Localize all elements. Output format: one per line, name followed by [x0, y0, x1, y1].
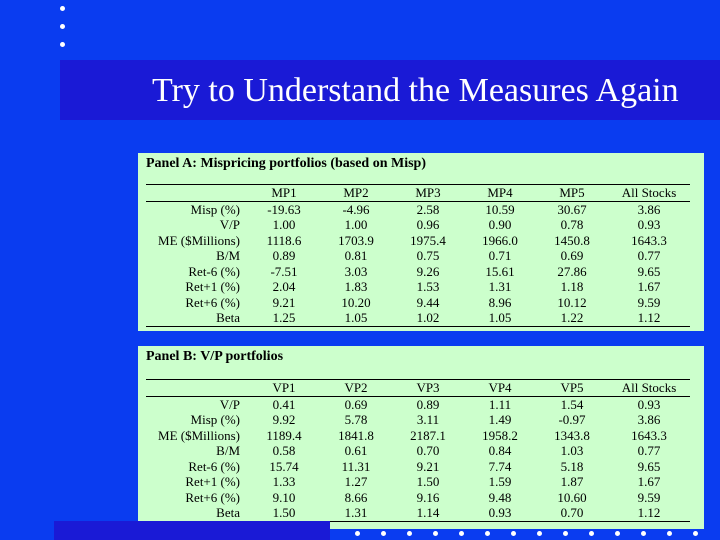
header-row [146, 185, 690, 202]
table-row [146, 233, 690, 249]
table-cell: 1.50 [248, 505, 320, 521]
row-label: Ret-6 (%) [188, 458, 240, 474]
column-header: MP4 [464, 185, 536, 202]
table-cell: -7.51 [270, 263, 298, 279]
table-cell: 11.31 [341, 458, 371, 474]
bullet-dot [407, 531, 412, 536]
table-cell: 1.54 [560, 396, 584, 412]
bullet-dot [615, 531, 620, 536]
table-row [146, 310, 690, 326]
table-cell: 0.69 [344, 396, 368, 412]
table-cell: 0.96 [416, 217, 440, 233]
table-cell: 9.10 [272, 489, 296, 505]
table-row [146, 505, 690, 521]
table-row [146, 412, 690, 428]
panel-b-rows [146, 396, 690, 521]
table-cell: -4.96 [342, 201, 370, 217]
row-label: Ret+6 (%) [185, 294, 240, 310]
column-header: VP2 [320, 380, 392, 397]
table-cell: 1.11 [488, 396, 512, 412]
row-label: B/M [216, 248, 240, 264]
table-cell: 0.93 [464, 505, 536, 521]
table-row [146, 279, 690, 295]
table-cell: 0.89 [272, 248, 296, 264]
table-cell: 1.00 [344, 217, 368, 233]
table-row [146, 474, 690, 490]
table-cell: 0.41 [272, 396, 296, 412]
table-cell: -19.63 [267, 201, 301, 217]
table-row [146, 264, 690, 280]
table-cell: 9.21 [272, 294, 296, 310]
table-row [146, 459, 690, 475]
table-cell: 1189.4 [266, 427, 302, 443]
table-row [146, 396, 690, 412]
table-cell: 0.77 [637, 248, 661, 264]
bottom-bar-decoration [54, 521, 330, 540]
table-cell: 1.00 [272, 217, 296, 233]
table-cell: 2.04 [272, 279, 296, 295]
table-cell: 27.86 [557, 263, 587, 279]
table-row [146, 248, 690, 264]
table-cell: 0.81 [344, 248, 368, 264]
table-cell: 0.58 [272, 443, 296, 459]
table-cell: 1118.6 [266, 232, 302, 248]
table-cell: 0.84 [488, 443, 512, 459]
table-cell: 0.90 [488, 217, 512, 233]
column-header: VP3 [392, 380, 464, 397]
table-cell: 30.67 [557, 201, 587, 217]
table-cell: 3.86 [637, 201, 661, 217]
table-cell: 8.66 [344, 489, 368, 505]
table-cell: 3.03 [344, 263, 368, 279]
bullet-dot [589, 531, 594, 536]
column-header: MP5 [536, 185, 608, 202]
table-cell: 1.49 [488, 412, 512, 428]
table-cell: 10.59 [485, 201, 515, 217]
table-cell: 1.02 [392, 310, 464, 326]
table-cell: 15.74 [269, 458, 299, 474]
table-cell: 1.31 [488, 279, 512, 295]
column-header: VP1 [248, 380, 320, 397]
column-header: VP5 [536, 380, 608, 397]
bullet-dot [485, 531, 490, 536]
table-cell: 1.12 [608, 310, 690, 326]
bullet-dot [459, 531, 464, 536]
table-cell: 5.18 [560, 458, 584, 474]
table-row [146, 443, 690, 459]
row-label: Ret+6 (%) [185, 489, 240, 505]
panel-b-table [146, 379, 690, 522]
bullet-dot [381, 531, 386, 536]
bullet-dot [60, 6, 65, 11]
bullet-dot [667, 531, 672, 536]
table-cell: 0.61 [344, 443, 368, 459]
bullet-dot [511, 531, 516, 536]
bullet-dots-decoration [60, 6, 68, 60]
table-cell: 1643.3 [631, 232, 667, 248]
row-label: Misp (%) [190, 201, 240, 217]
table-cell: -0.97 [558, 412, 586, 428]
table-cell: 1.25 [248, 310, 320, 326]
row-label: V/P [219, 396, 240, 412]
table-cell: 1.12 [608, 505, 690, 521]
bottom-dots-decoration [355, 531, 698, 536]
table-cell: 1.59 [488, 474, 512, 490]
table-cell: 9.59 [637, 294, 661, 310]
table-row [146, 201, 690, 217]
table-cell: 1.87 [560, 474, 584, 490]
table-cell: 9.44 [416, 294, 440, 310]
table-cell: 2187.1 [410, 427, 446, 443]
bullet-dot [641, 531, 646, 536]
column-header: All Stocks [608, 380, 690, 397]
header-blank [146, 185, 248, 202]
column-header: All Stocks [608, 185, 690, 202]
bullet-dot [60, 24, 65, 29]
table-cell: 1975.4 [410, 232, 446, 248]
table-cell: 9.59 [637, 489, 661, 505]
column-header: MP3 [392, 185, 464, 202]
table-cell: 0.77 [637, 443, 661, 459]
table-cell: 9.21 [416, 458, 440, 474]
column-header: MP1 [248, 185, 320, 202]
table-cell: 10.60 [557, 489, 587, 505]
table-cell: 1958.2 [482, 427, 518, 443]
table-cell: 1703.9 [338, 232, 374, 248]
table-cell: 1.31 [320, 505, 392, 521]
row-label: Ret+1 (%) [185, 474, 240, 490]
row-label: ME ($Millions) [158, 427, 240, 443]
table-row [146, 428, 690, 444]
table-cell: 0.75 [416, 248, 440, 264]
table-cell: 1.27 [344, 474, 368, 490]
table-cell: 1343.8 [554, 427, 590, 443]
table-cell: 1450.8 [554, 232, 590, 248]
panel-b-title: Panel B: V/P portfolios [146, 349, 284, 364]
row-label: Misp (%) [190, 412, 240, 428]
table-cell: 1643.3 [631, 427, 667, 443]
table-cell: 9.65 [637, 458, 661, 474]
table-cell: 1.05 [464, 310, 536, 326]
table-cell: 1.53 [416, 279, 440, 295]
column-header: VP4 [464, 380, 536, 397]
table-cell: 9.16 [416, 489, 440, 505]
table-cell: 1841.8 [338, 427, 374, 443]
bullet-dot [563, 531, 568, 536]
table-cell: 1.33 [272, 474, 296, 490]
bullet-dot [355, 531, 360, 536]
bullet-dot [433, 531, 438, 536]
table-cell: 0.71 [488, 248, 512, 264]
row-label: Ret+1 (%) [185, 279, 240, 295]
bullet-dot [60, 42, 65, 47]
table-cell: 10.12 [557, 294, 587, 310]
panel-a-title: Panel A: Mispricing portfolios (based on Misp) [146, 156, 427, 171]
table-row [146, 490, 690, 506]
table-cell: 9.65 [637, 263, 661, 279]
table-cell: 0.69 [560, 248, 584, 264]
table-cell: 3.11 [416, 412, 440, 428]
table-cell: 1.67 [637, 279, 661, 295]
table-cell: 0.93 [637, 217, 661, 233]
table-cell: 1.05 [320, 310, 392, 326]
table-cell: 2.58 [416, 201, 440, 217]
table-cell: 9.26 [416, 263, 440, 279]
column-header: MP2 [320, 185, 392, 202]
slide-title: Try to Understand the Measures Again [152, 72, 679, 109]
row-label: Beta [146, 505, 248, 521]
table-cell: 7.74 [488, 458, 512, 474]
table-cell: 15.61 [485, 263, 515, 279]
panel-a [138, 153, 704, 331]
table-cell: 0.78 [560, 217, 584, 233]
table-cell: 1.50 [416, 474, 440, 490]
header-row [146, 380, 690, 397]
table-cell: 3.86 [637, 412, 661, 428]
row-label: Ret-6 (%) [188, 263, 240, 279]
table-cell: 1.22 [536, 310, 608, 326]
table-cell: 9.48 [488, 489, 512, 505]
table-cell: 1.67 [637, 474, 661, 490]
table-cell: 10.20 [341, 294, 371, 310]
table-cell: 0.70 [536, 505, 608, 521]
title-bar [60, 60, 720, 120]
table-cell: 1.83 [344, 279, 368, 295]
table-cell: 0.89 [416, 396, 440, 412]
bullet-dot [537, 531, 542, 536]
table-cell: 1966.0 [482, 232, 518, 248]
panel-b [138, 346, 704, 529]
table-cell: 8.96 [488, 294, 512, 310]
table-cell: 1.18 [560, 279, 584, 295]
table-cell: 9.92 [272, 412, 296, 428]
table-cell: 1.03 [560, 443, 584, 459]
bullet-dot [693, 531, 698, 536]
table-cell: 0.70 [416, 443, 440, 459]
table-cell: 1.14 [392, 505, 464, 521]
table-row [146, 217, 690, 233]
row-label: V/P [219, 217, 240, 233]
table-cell: 0.93 [637, 396, 661, 412]
row-label: ME ($Millions) [158, 232, 240, 248]
panel-a-table [146, 184, 690, 327]
table-cell: 5.78 [344, 412, 368, 428]
table-row [146, 295, 690, 311]
header-blank [146, 380, 248, 397]
row-label: Beta [146, 310, 248, 326]
panel-a-rows [146, 201, 690, 326]
row-label: B/M [216, 443, 240, 459]
